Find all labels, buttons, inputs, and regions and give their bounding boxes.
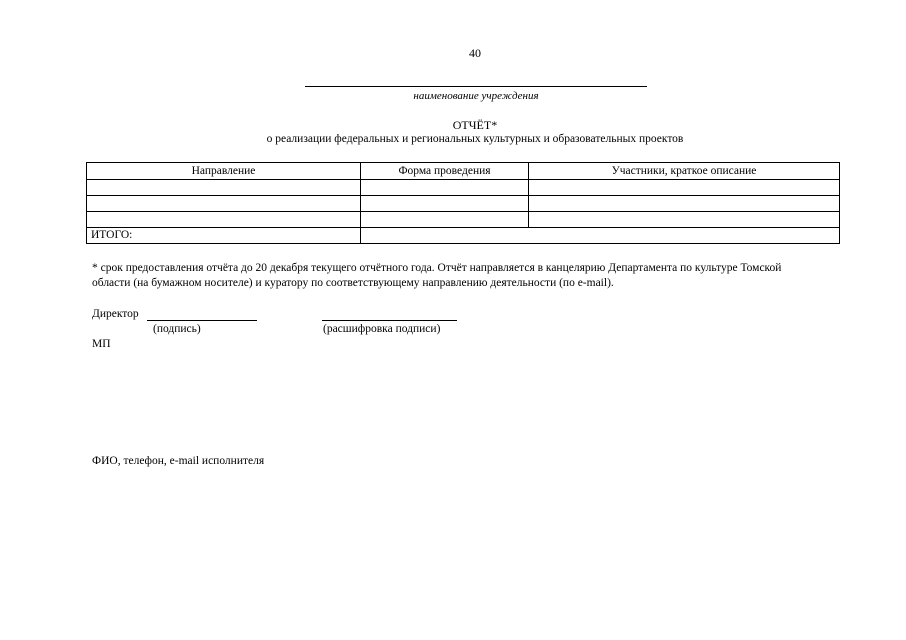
total-value bbox=[361, 228, 840, 244]
table-row bbox=[87, 180, 840, 196]
executor-label: ФИО, телефон, e-mail исполнителя bbox=[92, 455, 265, 467]
institution-caption: наименование учреждения bbox=[413, 90, 539, 102]
signature-caption: (подпись) bbox=[153, 323, 201, 335]
stamp-label: МП bbox=[92, 338, 111, 350]
page-number: 40 bbox=[469, 46, 481, 60]
table-cell bbox=[87, 180, 361, 196]
table-cell bbox=[361, 212, 529, 228]
column-header-participants: Участники, краткое описание bbox=[529, 163, 840, 180]
total-label: ИТОГО: bbox=[87, 228, 361, 244]
table-cell bbox=[529, 196, 840, 212]
table-cell bbox=[529, 180, 840, 196]
column-header-direction: Направление bbox=[87, 163, 361, 180]
table-cell bbox=[529, 212, 840, 228]
footnote: * срок предоставления отчёта до 20 декабря текущего отчётного года. Отчёт направляется в канцелярию Департамента по культуре Томской области (на бумажном носителе) и куратору по соответствующему направлению деятельности (по e-mail). bbox=[92, 262, 782, 289]
institution-name-line bbox=[305, 86, 647, 87]
table-cell bbox=[361, 180, 529, 196]
table-row bbox=[87, 196, 840, 212]
director-label: Директор bbox=[92, 308, 139, 320]
table-cell bbox=[361, 196, 529, 212]
decryption-caption: (расшифровка подписи) bbox=[323, 323, 441, 335]
report-subtitle: о реализации федеральных и региональных культурных и образовательных проектов bbox=[266, 133, 684, 145]
decryption-line bbox=[322, 320, 457, 321]
report-table bbox=[86, 162, 840, 244]
table-total-row bbox=[87, 228, 840, 244]
table-row bbox=[87, 212, 840, 228]
table-cell bbox=[87, 212, 361, 228]
table-header-row bbox=[87, 163, 840, 180]
table-cell bbox=[87, 196, 361, 212]
column-header-form: Форма проведения bbox=[361, 163, 529, 180]
signature-line bbox=[147, 320, 257, 321]
report-title: ОТЧЁТ* bbox=[452, 118, 498, 132]
